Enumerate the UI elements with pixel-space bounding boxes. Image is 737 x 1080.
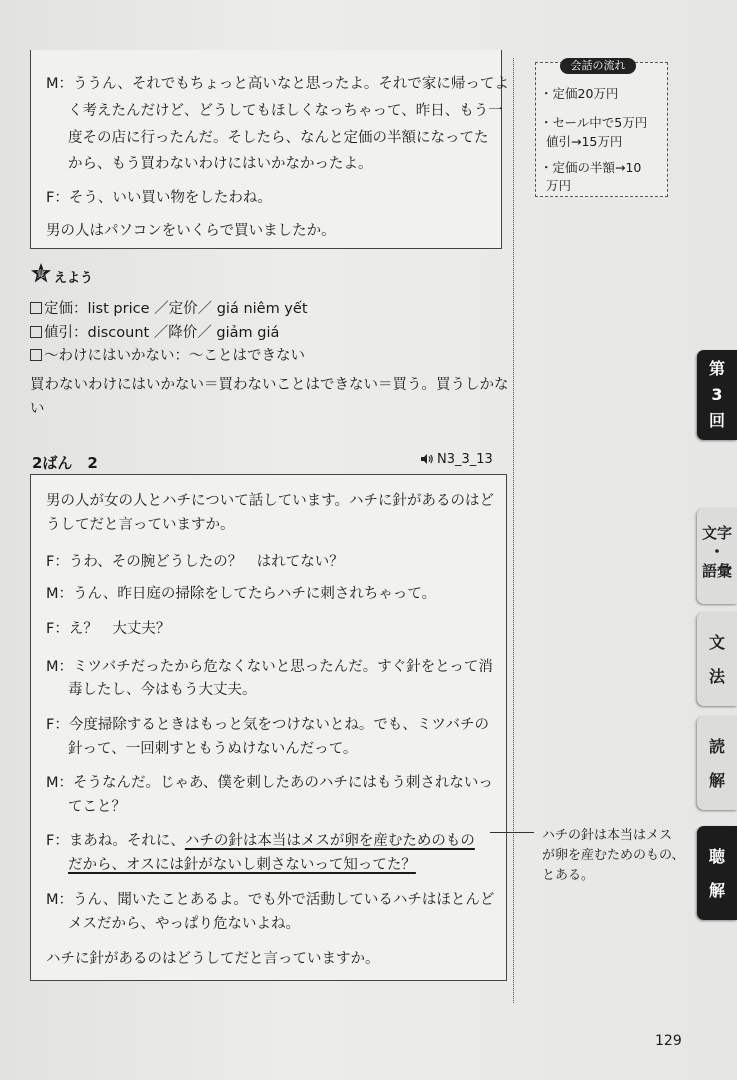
oboeyou-label: えよう	[54, 271, 94, 286]
tab-dokkai[interactable]	[697, 716, 737, 810]
vocab-3	[30, 347, 305, 365]
flow-item-2: ・セール中で5万円	[540, 115, 648, 130]
flow-item-5: 万円	[546, 178, 572, 193]
dialog1-line-4: から、もう買わないわけにはいかなかったよ。	[68, 156, 373, 172]
q2-line-11: てこと？	[68, 799, 126, 815]
dialog1-question: 男の人はパソコンをいくらで買いましたか。	[46, 223, 336, 239]
vocab-1	[30, 300, 308, 318]
side-note-line-2: が卵を産むためのもの、	[542, 848, 685, 863]
note-connector-line	[490, 832, 534, 833]
page-number: 129	[655, 1033, 682, 1049]
tab-moji-goi-char-3: 語彙	[701, 562, 732, 580]
vocab-1-text: 定価：list price ／定价／ giá niêm yết	[44, 301, 308, 317]
q2-question: ハチに針があるのはどうしてだと言っていますか。	[46, 951, 380, 967]
tab-dokkai-char-2: 解	[708, 771, 725, 790]
audio-track-number[interactable]: N3_3_13	[437, 452, 493, 467]
flow-item-4: ・定価の半額→10	[540, 160, 642, 175]
q2-line-3: F：うわ、その腕どうしたの？ はれてない？	[46, 554, 344, 570]
flow-item-1: ・定価20万円	[540, 86, 619, 101]
q2-line-5: F：え？ 大丈夫？	[46, 621, 171, 637]
tab-bunpou-char-1: 文	[708, 633, 725, 652]
tab-choukai-char-2: 解	[708, 881, 725, 900]
explanation-line-2: い	[30, 401, 45, 417]
tab-choukai-char-1: 聴	[708, 847, 725, 866]
q2-line-9: 針って、一回刺すともうぬけないんだって。	[68, 741, 358, 757]
q2-line-7: 毒したし、今はもう大丈夫。	[68, 682, 257, 698]
vocab-2	[30, 324, 279, 342]
tab-round-3-char-1: 第	[708, 359, 725, 378]
svg-text:覚: 覚	[36, 270, 46, 280]
q2-line-12	[46, 832, 475, 850]
key-sentence-part-1: ハチの針は本当はメスが卵を産むためのもの	[184, 833, 475, 849]
side-note-line-1: ハチの針は本当はメス	[542, 828, 673, 843]
dialog1-line-2: く考えたんだけど、どうしてもほしくなっちゃって、昨日、もう一	[68, 103, 503, 119]
tab-choukai[interactable]	[697, 826, 737, 920]
q2-line-12-text: F：まあね。それに、	[46, 833, 185, 849]
q2-line-8: F：今度掃除するときはもっと気をつけないとね。でも、ミツバチの	[46, 717, 490, 733]
q2-line-15: M：うん、聞いたことあるよ。でも外で活動しているハチはほとんど	[46, 892, 495, 908]
tab-moji-goi-char-2: ・	[708, 542, 725, 561]
star-icon	[30, 262, 52, 284]
vocab-2-text: 値引：discount ／降价／ giảm giá	[44, 325, 280, 341]
key-sentence-part-2: だから、オスには針がないし刺さないって知ってた？	[68, 857, 416, 873]
dialog1-line-5: F：そう、いい買い物をしたわね。	[46, 190, 272, 206]
conversation-flow-title: 会話の流れ	[560, 58, 636, 74]
column-divider	[513, 58, 514, 1003]
q2-line-2: うしてだと言っていますか。	[46, 517, 235, 533]
q2-line-6: M：ミツバチだったから危なくないと思ったんだ。すぐ針をとって消	[46, 659, 493, 675]
checkbox-icon	[30, 326, 42, 338]
q2-line-1: 男の人が女の人とハチについて話しています。ハチに針があるのはど	[46, 493, 495, 509]
speaker-icon[interactable]	[420, 453, 434, 465]
tab-moji-goi-char-1: 文字	[701, 524, 732, 542]
tab-bunpou-char-2: 法	[708, 667, 725, 686]
side-note-line-3: とある。	[542, 868, 595, 883]
q2-line-4: M：うん、昨日庭の掃除をしてたらハチに刺されちゃって。	[46, 586, 437, 602]
side-note	[542, 826, 684, 886]
tab-round-3-char-3: 回	[708, 411, 725, 430]
checkbox-icon	[30, 302, 42, 314]
tab-moji-goi[interactable]	[697, 508, 737, 604]
dialog1-line-1: M：ううん、それでもちょっと高いなと思ったよ。それで家に帰ってよ	[46, 76, 509, 92]
flow-item-3: 値引→15万円	[546, 134, 623, 149]
tab-dokkai-char-1: 読	[708, 737, 725, 756]
vocab-3-text: 〜わけにはいかない：〜ことはできない	[44, 348, 305, 364]
checkbox-icon	[30, 349, 42, 361]
q2-line-10: M：そうなんだ。じゃあ、僕を刺したあのハチにはもう刺されないっ	[46, 775, 493, 791]
q2-line-16: メスだから、やっぱり危ないよね。	[68, 916, 300, 932]
tab-round-3[interactable]	[697, 350, 737, 440]
explanation-line-1: 買わないわけにはいかない＝買わないことはできない＝買う。買うしかな	[30, 377, 509, 393]
dialog1-line-3: 度その店に行ったんだ。そしたら、なんと定価の半額になってた	[68, 130, 489, 146]
question-2-title: 2ばん 2	[32, 454, 98, 472]
tab-round-3-char-2: 3	[711, 385, 723, 404]
tab-bunpou[interactable]	[697, 612, 737, 706]
